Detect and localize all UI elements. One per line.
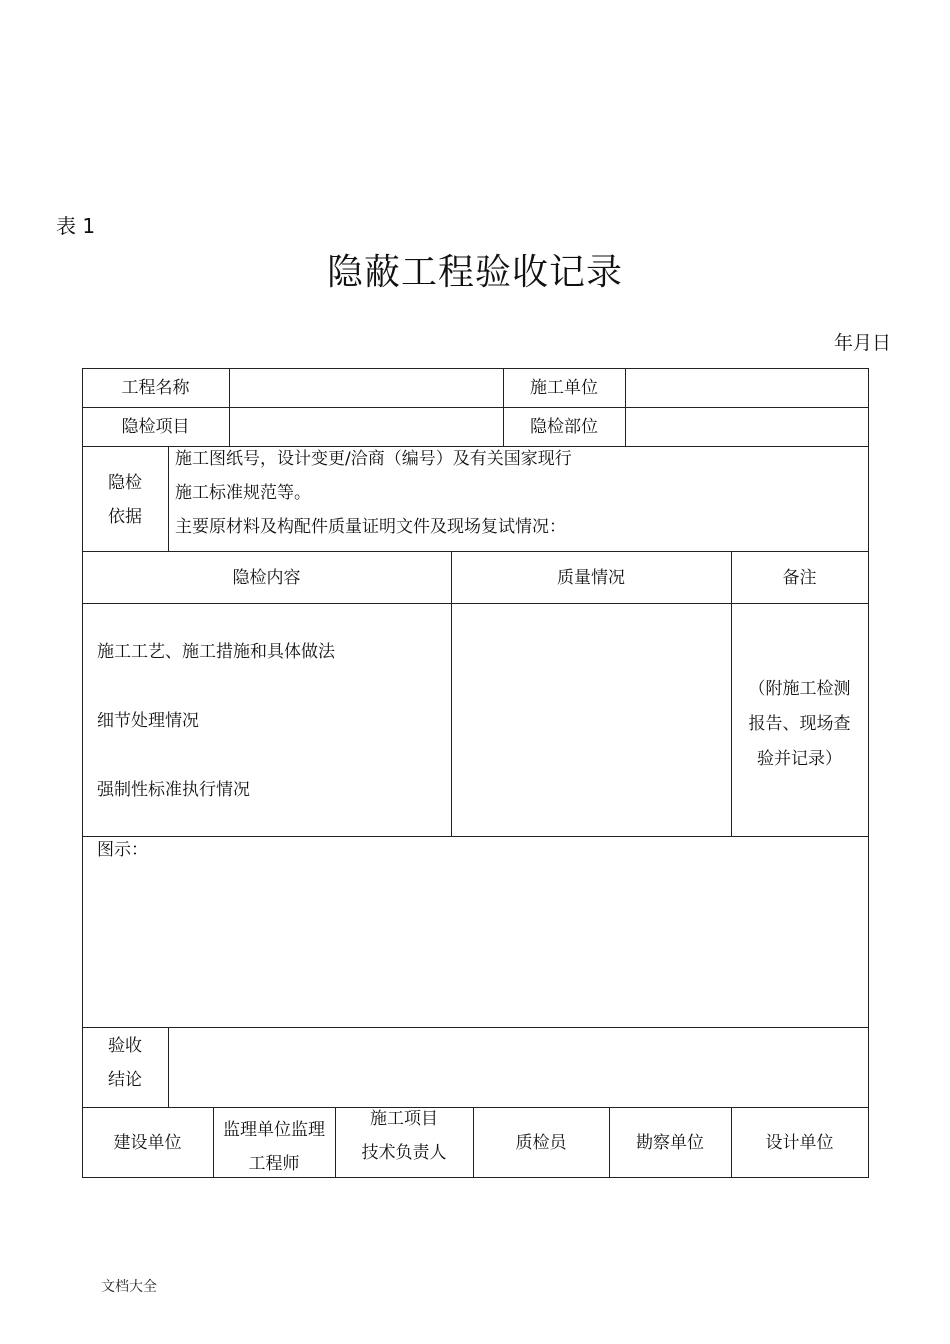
inspection-part-label: 隐检部位 — [530, 417, 598, 437]
inspection-item-label: 隐检项目 — [121, 417, 190, 437]
table-line — [82, 1107, 869, 1108]
table-line — [82, 551, 869, 552]
signature-tech-lead-line1: 施工项目 — [370, 1109, 438, 1129]
remark-header: 备注 — [782, 568, 817, 588]
signature-tech-lead-line2: 技术负责人 — [361, 1143, 447, 1163]
table-line — [82, 603, 869, 604]
conclusion-field[interactable] — [175, 1035, 860, 1099]
content-header: 隐检内容 — [232, 568, 301, 588]
basis-label-line1: 隐检 — [108, 473, 142, 493]
content-item-craft: 施工工艺、施工措施和具体做法 — [97, 642, 335, 662]
project-name-label: 工程名称 — [121, 378, 190, 398]
construction-unit-label: 施工单位 — [530, 378, 598, 398]
table-line — [82, 407, 869, 408]
basis-text-line1: 施工图纸号，设计变更/洽商（编号）及有关国家现行 — [175, 449, 572, 469]
basis-text-line3: 主要原材料及构配件质量证明文件及现场复试情况： — [175, 517, 566, 537]
remark-note-line2: 报告、现场查 — [748, 714, 851, 734]
table-number-label: 表 1 — [56, 214, 96, 238]
page-title: 隐蔽工程验收记录 — [326, 252, 623, 293]
signature-owner: 建设单位 — [113, 1133, 182, 1153]
table-line — [168, 446, 169, 551]
table-line — [229, 368, 230, 447]
content-item-details: 细节处理情况 — [97, 711, 199, 731]
table-line — [168, 1027, 169, 1107]
basis-label-line2: 依据 — [108, 507, 142, 527]
diagram-label: 图示： — [97, 840, 148, 860]
remark-note-line1: （附施工检测 — [748, 679, 851, 699]
remark-note-line3: 验并记录） — [757, 749, 842, 769]
signature-quality-inspector: 质检员 — [515, 1133, 567, 1153]
table-line — [625, 368, 626, 447]
quality-field[interactable] — [456, 610, 726, 830]
table-line — [82, 368, 869, 369]
signature-survey-unit: 勘察单位 — [636, 1133, 704, 1153]
signature-supervisor-line2: 工程师 — [248, 1154, 300, 1174]
table-line — [868, 368, 869, 1178]
conclusion-label-line1: 验收 — [108, 1036, 142, 1056]
conclusion-label-line2: 结论 — [108, 1070, 142, 1090]
table-line — [82, 1177, 869, 1178]
content-item-mandatory: 强制性标准执行情况 — [97, 780, 250, 800]
footer-text: 文档大全 — [101, 1279, 157, 1295]
table-line — [82, 1027, 869, 1028]
signature-design-unit: 设计单位 — [765, 1133, 834, 1153]
table-line — [82, 836, 869, 837]
basis-text-line2: 施工标准规范等。 — [175, 483, 311, 503]
quality-header: 质量情况 — [557, 568, 625, 588]
date-label: 年月日 — [834, 332, 892, 354]
diagram-area[interactable] — [90, 870, 860, 1020]
signature-supervisor-line1: 监理单位监理 — [223, 1120, 325, 1140]
